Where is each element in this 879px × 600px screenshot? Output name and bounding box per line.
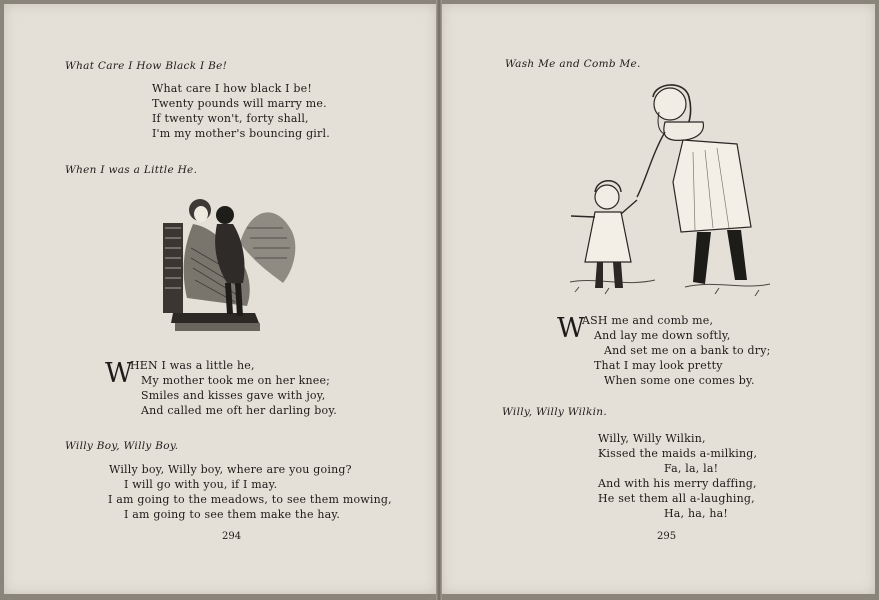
poem-line: And lay me down softly, (594, 329, 731, 342)
poem-line: Kissed the maids a-milking, (598, 447, 758, 460)
page-number-right: 295 (657, 531, 677, 542)
poem-line: HEN I was a little he, (130, 359, 255, 372)
poem-line: And with his merry daffing, (598, 477, 757, 490)
poem-line: Twenty pounds will marry me. (152, 97, 327, 110)
drop-cap: W (557, 313, 585, 344)
mother-and-child-illustration (155, 188, 305, 343)
drop-cap: W (105, 358, 133, 389)
poem-title-little-he: When I was a Little He. (65, 164, 198, 176)
poem-line: When some one comes by. (604, 374, 755, 387)
poem-line: Willy, Willy Wilkin, (598, 432, 706, 445)
poem-line: That I may look pretty (594, 359, 723, 372)
poem-line: Smiles and kisses gave with joy, (141, 389, 326, 402)
poem-line: I am going to the meadows, to see them mowing, (108, 493, 392, 506)
page-number-left: 294 (222, 531, 242, 542)
poem-line: I am going to see them make the hay. (124, 508, 341, 521)
poem-line: I'm my mother's bouncing girl. (152, 127, 330, 140)
poem-line: Willy boy, Willy boy, where are you going? (109, 463, 352, 476)
poem-title-willy-boy: Willy Boy, Willy Boy. (65, 440, 179, 452)
poem-title-willy-wilkin: Willy, Willy Wilkin. (502, 406, 607, 418)
poem-line: And called me oft her darling boy. (141, 404, 337, 417)
poem-line: ASH me and comb me, (582, 314, 714, 327)
poem-line: Ha, ha, ha! (664, 507, 729, 520)
poem-title-what-care: What Care I How Black I Be! (65, 60, 228, 72)
girl-and-toddler-illustration (565, 82, 775, 307)
poem-line: And set me on a bank to dry; (604, 344, 771, 357)
poem-line: If twenty won't, forty shall, (152, 112, 309, 125)
poem-line: He set them all a-laughing, (598, 492, 755, 505)
poem-title-wash-me: Wash Me and Comb Me. (505, 58, 641, 70)
poem-line: My mother took me on her knee; (141, 374, 331, 387)
poem-line: I will go with you, if I may. (124, 478, 278, 491)
poem-line: Fa, la, la! (664, 462, 719, 475)
poem-line: What care I how black I be! (152, 82, 312, 95)
